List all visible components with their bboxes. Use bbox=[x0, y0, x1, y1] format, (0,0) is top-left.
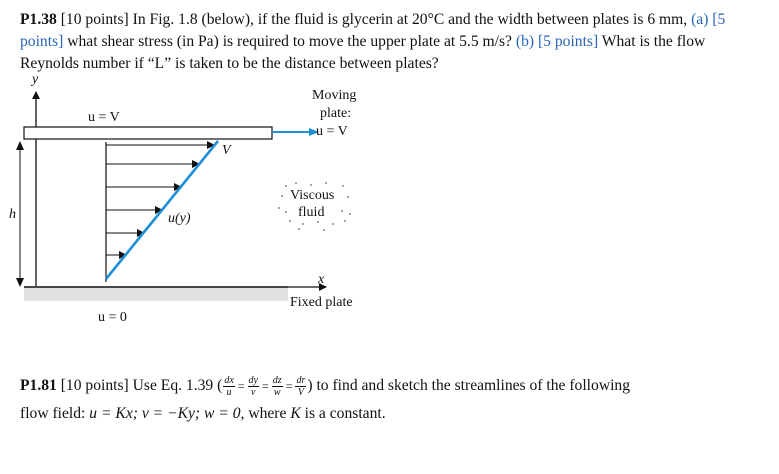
problem-line2-end: is a constant. bbox=[300, 405, 386, 422]
moving-plate-label-1: Moving bbox=[312, 88, 357, 103]
fixed-plate bbox=[24, 287, 288, 301]
part-b-text: What is the flow Reynolds number if “L” is taken to be the distance between plates? bbox=[20, 33, 706, 72]
problem-line2-start: flow field: bbox=[20, 405, 90, 422]
x-axis-label: x bbox=[318, 272, 325, 287]
problem-number: P1.81 bbox=[20, 377, 57, 394]
problem-number: P1.38 bbox=[20, 11, 57, 28]
fraction-dz-w: $\frac{dz}{w}$ bbox=[272, 374, 282, 398]
part-a-label: (a) [5 points] bbox=[20, 11, 726, 50]
problem-1-81: P1.81 [10 points] Use Eq. 1.39 ( $\frac{dx}{u}$ = $\frac{dy}{v}$ = $\frac{dz}{w}$ = $\frac{dr}{V}$ ) to find and sketch the streamlines of the following flow field: u = Kx; v = −Ky; w = 0, where K is a constant. bbox=[20, 374, 631, 422]
problem-points: [10 points] bbox=[60, 11, 129, 28]
part-a-text: what shear stress (in Pa) is required to move the upper plate at 5.5 m/s? bbox=[67, 33, 512, 50]
h-label: h bbox=[9, 207, 16, 222]
top-velocity-label: u = V bbox=[88, 110, 120, 125]
moving-plate-label-2: plate: bbox=[320, 106, 352, 121]
problem-1-38 bbox=[20, 9, 765, 75]
moving-plate bbox=[24, 127, 272, 139]
problem-text-before: Use Eq. 1.39 ( bbox=[132, 377, 223, 394]
h-arrow-top bbox=[16, 141, 24, 150]
fraction-dx-u: $\frac{dx}{u}$ bbox=[224, 374, 234, 398]
problem-intro: In Fig. 1.8 (below), if the fluid is glycerin at 20°C and the width between plates is 6 mm, bbox=[132, 11, 688, 28]
part-b-label: (b) [5 points] bbox=[515, 33, 599, 50]
problem-text-after: ) to find and sketch the streamlines of the following bbox=[307, 377, 631, 394]
viscous-fluid-label-2: fluid bbox=[298, 205, 325, 220]
couette-flow-figure bbox=[0, 72, 779, 342]
fraction-dy-v: $\frac{dy}{v}$ bbox=[248, 374, 258, 398]
problem-line2-mid: where bbox=[244, 405, 291, 422]
v-label: V bbox=[222, 143, 231, 158]
viscous-fluid-label-1: Viscous bbox=[290, 188, 335, 203]
moving-plate-label-3: u = V bbox=[316, 124, 348, 139]
flow-field-equations: u = Kx; v = −Ky; w = 0, bbox=[89, 405, 245, 422]
bottom-velocity-label: u = 0 bbox=[98, 310, 127, 325]
constant-k: K bbox=[290, 405, 301, 422]
y-axis-label: y bbox=[32, 72, 39, 87]
h-arrow-bottom bbox=[16, 278, 24, 287]
fraction-dr-v: $\frac{dr}{V}$ bbox=[296, 374, 306, 398]
fixed-plate-label: Fixed plate bbox=[290, 295, 353, 310]
problem-points: [10 points] bbox=[60, 377, 129, 394]
profile-label: u(y) bbox=[168, 211, 191, 226]
